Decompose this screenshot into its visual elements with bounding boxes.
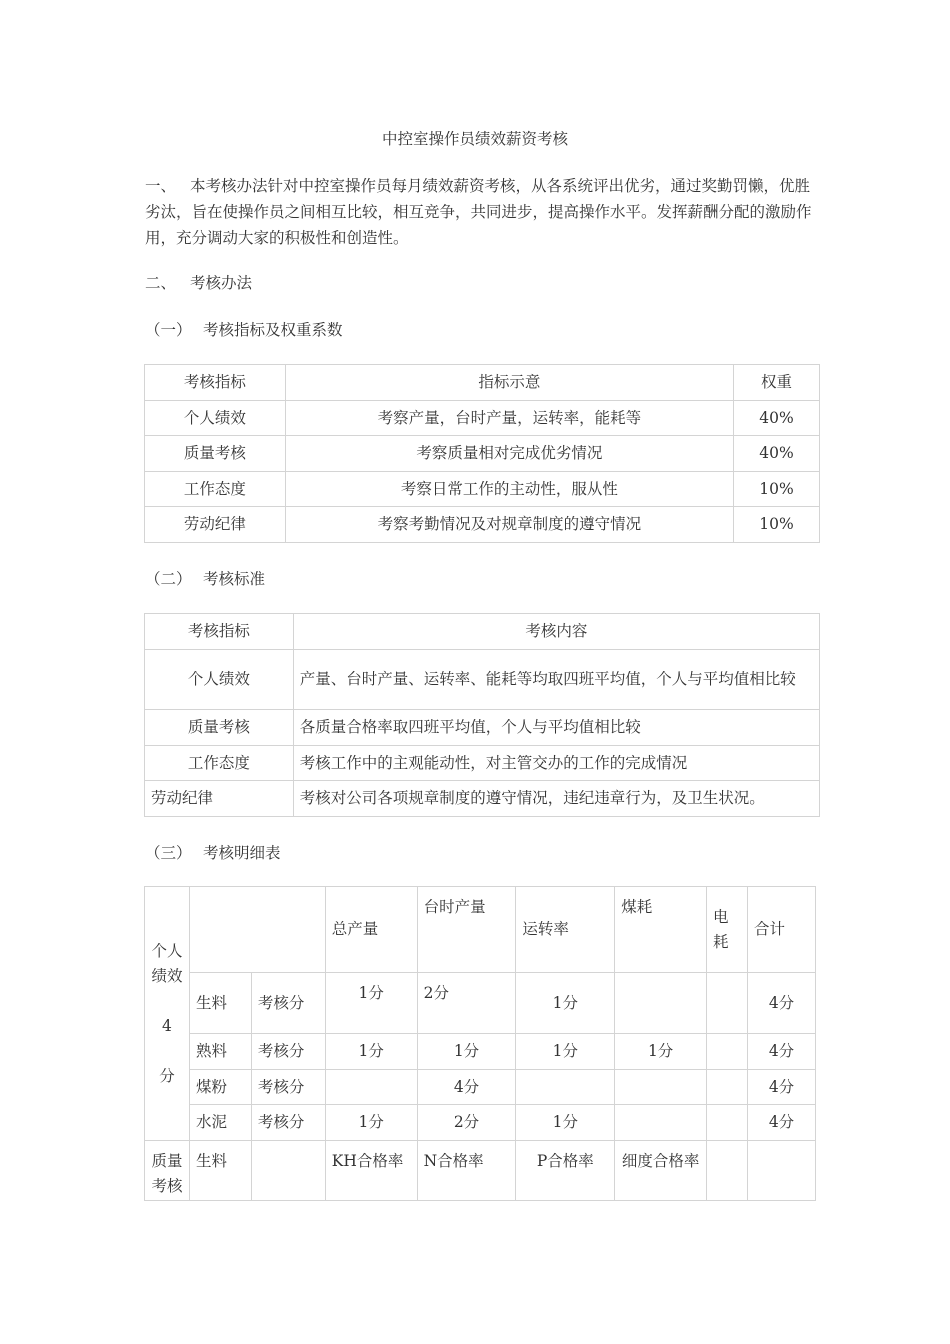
table-row: 个人绩效 考察产量，台时产量，运转率，能耗等 40%	[145, 401, 820, 436]
subsection-3-number: （三）	[145, 844, 192, 862]
table-header-row: 考核指标 考核内容	[145, 614, 820, 650]
table-row: 质量考核 各质量合格率取四班平均值，个人与平均值相比较	[145, 710, 820, 746]
section-1-number: 一、	[145, 177, 177, 195]
subsection-3-heading: （三） 考核明细表	[145, 840, 825, 866]
table-row: 个人绩效 产量、台时产量、运转率、能耗等均取四班平均值，个人与平均值相比较	[145, 650, 820, 710]
section-2-heading: 二、 考核办法	[145, 270, 825, 296]
subsection-1-number: （一）	[145, 321, 192, 339]
subsection-1-heading: （一） 考核指标及权重系数	[145, 317, 825, 343]
table-header-row: 考核指标 指标示意 权重	[145, 365, 820, 401]
table-row: 工作态度 考核工作中的主观能动性，对主管交办的工作的完成情况	[145, 746, 820, 781]
table-header-row: 个人绩效 4 分 总产量 台时产量 运转率 煤耗 电 耗 合计	[145, 887, 816, 973]
table-row: 生料 考核分 1分 2分 1分 4分	[145, 973, 816, 1034]
table-row: 劳动纪律 考察考勤情况及对规章制度的遵守情况 10%	[145, 507, 820, 543]
subsection-2-heading: （二） 考核标准	[145, 566, 825, 592]
table-row: 劳动纪律 考核对公司各项规章制度的遵守情况，违纪违章行为，及卫生状况。	[145, 781, 820, 817]
table-row: 水泥 考核分 1分 2分 1分 4分	[145, 1105, 816, 1141]
detail-table	[144, 886, 816, 1201]
weight-table	[144, 364, 820, 543]
section-1-text: 本考核办法针对中控室操作员每月绩效薪资考核，从各系统评出优劣，通过奖勤罚懒，优胜劣汰，旨在使操作员之间相互比较，相互竞争，共同进步，提高操作水平。发挥薪酬分配的激励作用，充分调动大家的积极性和创造性。	[145, 177, 812, 247]
table-row: 煤粉 考核分 4分 4分	[145, 1070, 816, 1105]
table-row: 熟料 考核分 1分 1分 1分 1分 4分	[145, 1034, 816, 1070]
section-2-number: 二、	[145, 274, 177, 292]
subsection-2-number: （二）	[145, 570, 192, 588]
table-row: 质量考核 考察质量相对完成优劣情况 40%	[145, 436, 820, 472]
group-quality: 质量考核	[145, 1141, 190, 1201]
header-electricity: 电 耗	[707, 887, 748, 973]
section-1-paragraph	[145, 173, 825, 251]
document-title: 中控室操作员绩效薪资考核	[381, 130, 568, 148]
standard-table	[144, 613, 820, 817]
group-personal-performance: 个人绩效 4 分	[145, 887, 190, 1141]
table-row: 质量考核 生料 KH合格率 N合格率 P合格率 细度合格率	[145, 1141, 816, 1201]
table-row: 工作态度 考察日常工作的主动性，服从性 10%	[145, 472, 820, 507]
